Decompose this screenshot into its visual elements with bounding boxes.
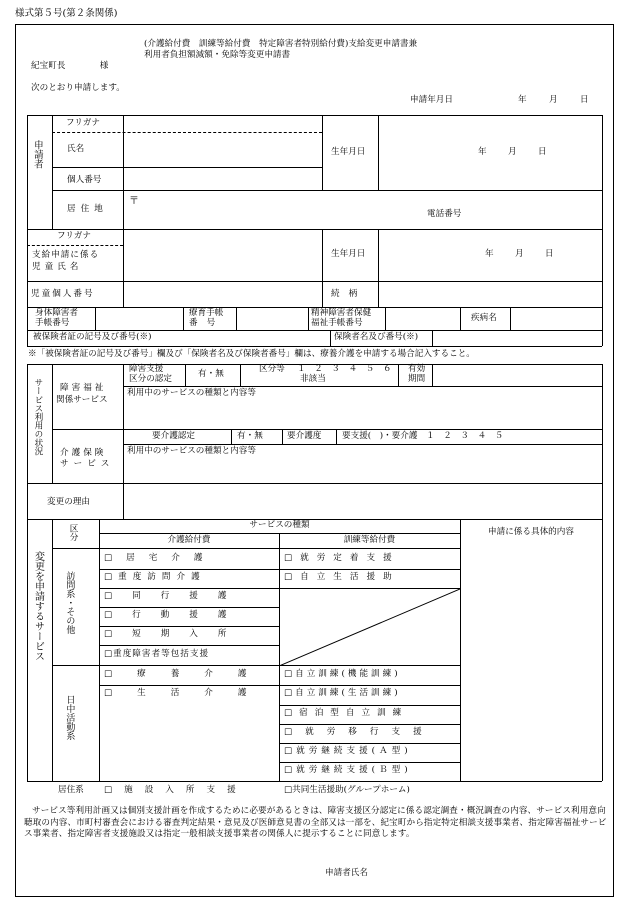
specific-content-header: 申請に係る具体的内容 — [488, 527, 574, 537]
applicant-birth-label: 生年月日 — [331, 147, 366, 157]
level-label: 区分等 — [259, 364, 285, 374]
applicant-personal-number-label: 個人番号 — [67, 175, 102, 185]
child-name-label-line1: 支給申請に係る — [32, 250, 100, 260]
insured-number-label: 被保険者証の記号及び番号(※) — [33, 332, 152, 342]
level-values[interactable]: １ ２ ３ ４ ５ ６ — [297, 364, 392, 374]
level-none[interactable]: 非該当 — [300, 374, 326, 384]
checkbox-accompany-support[interactable]: □同行援護 — [104, 591, 247, 601]
cert-value[interactable]: 有・無 — [198, 369, 224, 379]
checkbox-independent-living[interactable]: □自立生活援助 — [284, 572, 400, 582]
welfare-usage-label: 利用中のサービスの種類と内容等 — [127, 388, 256, 398]
application-date-day[interactable]: 日 — [580, 95, 589, 105]
welfare-service-label-line1: 障害福祉 — [60, 383, 107, 393]
applicant-birth-month[interactable]: 月 — [508, 147, 517, 157]
checkbox-short-stay[interactable]: □短期入所 — [104, 629, 247, 639]
change-services-section-label: 変更を申請するサービス — [32, 551, 44, 661]
child-birth-year[interactable]: 年 — [485, 249, 494, 259]
checkbox-home-care[interactable]: □居宅介護 — [104, 553, 217, 563]
service-types-header: サービスの種類 — [249, 520, 310, 530]
checkbox-employment-transition[interactable]: □就労移行支援 — [284, 727, 435, 737]
applicant-birth-year[interactable]: 年 — [478, 147, 487, 157]
checkbox-severe-visiting-care[interactable]: □重度訪問介護 — [104, 572, 206, 582]
applicant-name-label: 氏名 — [67, 144, 85, 154]
daytime-category-label: 日中活動系 — [64, 695, 75, 740]
ryoiku-handbook-label-line1: 療育手帳 — [189, 308, 224, 318]
cert-label-line1: 障害支援 — [129, 364, 164, 374]
application-date-label: 申請年月日 — [410, 95, 453, 105]
checkbox-medical-care[interactable]: □療養介護 — [104, 669, 272, 679]
child-personal-number-label: 児童個人番号 — [31, 289, 95, 299]
application-date-year[interactable]: 年 — [518, 95, 527, 105]
checkbox-group-home[interactable]: □共同生活援助(グループホーム) — [284, 785, 410, 795]
visiting-category-label: 訪問系・その他 — [64, 571, 75, 634]
form-title-line2: 利用者負担額減額・免除等変更申請書 — [144, 50, 291, 60]
applicant-birth-day[interactable]: 日 — [538, 147, 547, 157]
ryoiku-handbook-label-line2: 番号 — [189, 318, 225, 328]
checkbox-facility-admission[interactable]: □施設入所支援 — [104, 785, 248, 795]
care-service-label-line1: 介護保険 — [60, 448, 107, 458]
blank-cell-diagonal — [279, 589, 460, 666]
applicant-section-label: 申請者 — [31, 140, 43, 169]
child-relation-label: 続柄 — [331, 289, 367, 299]
care-benefits-header: 介護給付費 — [167, 535, 211, 545]
care-level-values[interactable]: 要支援( )・要介護 １ ２ ３ ４ ５ — [342, 431, 504, 441]
form-number: 様式第５号(第２条関係) — [15, 8, 118, 19]
checkbox-employment-a[interactable]: □就労継続支援(Ａ型) — [284, 746, 412, 756]
applicant-furigana-label: フリガナ — [66, 118, 100, 128]
child-name-label-line2: 児童氏名 — [32, 262, 83, 272]
checkbox-life-care[interactable]: □生活介護 — [104, 688, 272, 698]
checkbox-residential-training[interactable]: □宿泊型自立訓練 — [284, 708, 409, 718]
validity-label-line2: 期間 — [408, 374, 426, 384]
form-title-line1: (介護給付費 訓練等給付費 特定障害者特別給付費)支給変更申請書兼 — [144, 39, 418, 49]
intro-text: 次のとおり申請します。 — [31, 83, 125, 93]
checkbox-employment-b[interactable]: □就労継続支援(Ｂ型) — [284, 765, 412, 775]
application-date-month[interactable]: 月 — [549, 95, 558, 105]
physical-handbook-label-line2: 手帳番号 — [35, 318, 70, 328]
consent-text: サービス等利用計画又は個別支援計画を作成するために必要があるときは、障害支援区分認定に係る認定調査・概況調査の内容、サービス利用意向聴取の内容、市町村審査会における審査判定結果・意見及び医師意見書の全部又は一部を、紀宝町から指定特定相談支援事業者、指定障害福祉サービス事業者、指定障害者支援施設又は指定一般相談支援事業者の関係人に提示することに同意します。 — [24, 806, 607, 839]
checkbox-life-training[interactable]: □自立訓練(生活訓練) — [284, 688, 401, 698]
care-usage-label: 利用中のサービスの種類と内容等 — [127, 446, 256, 456]
signature-label: 申請者氏名 — [325, 868, 368, 878]
child-birth-day[interactable]: 日 — [545, 249, 554, 259]
mental-handbook-label-line2: 福祉手帳番号 — [311, 318, 363, 328]
care-cert-value[interactable]: 有・無 — [237, 431, 263, 441]
cert-label-line2: 区分の認定 — [129, 374, 172, 384]
residential-category-label: 居住系 — [58, 785, 84, 795]
service-status-section-label: サービス利用の状況 — [32, 378, 43, 456]
applicant-address-label: 居住地 — [67, 204, 108, 214]
insurer-label: 保険者名及び番号(※) — [334, 332, 419, 342]
checkbox-behavior-support[interactable]: □行動援護 — [104, 610, 247, 620]
child-birth-month[interactable]: 月 — [515, 249, 524, 259]
postal-mark: 〒 — [129, 196, 139, 207]
child-furigana-label: フリガナ — [57, 231, 91, 241]
applicant-phone-label: 電話番号 — [427, 209, 462, 219]
category-header: 区分 — [68, 524, 78, 542]
mental-handbook-label-line1: 精神障害者保健 — [311, 308, 372, 318]
child-birth-label: 生年月日 — [331, 249, 366, 259]
insurance-note: ※「被保険者証の記号及び番号」欄及び「保険者名及び保険者番号」欄は、療養介護を申請する場合記入すること。 — [28, 349, 475, 359]
physical-handbook-label-line1: 身体障害者 — [35, 308, 78, 318]
care-level-label: 要介護度 — [287, 431, 322, 441]
care-service-label-line2: サービス — [60, 459, 115, 469]
addressee: 紀宝町長 様 — [31, 61, 109, 71]
checkbox-functional-training[interactable]: □自立訓練(機能訓練) — [284, 669, 401, 679]
validity-label-line1: 有効 — [408, 364, 426, 374]
disease-label: 疾病名 — [471, 313, 497, 323]
checkbox-employment-retention[interactable]: □就労定着支援 — [284, 553, 400, 563]
welfare-service-label-line2: 関係サービス — [56, 395, 108, 405]
care-cert-label: 要介護認定 — [152, 431, 195, 441]
change-reason-label: 変更の理由 — [47, 497, 90, 507]
training-benefits-header: 訓練等給付費 — [343, 535, 396, 545]
checkbox-comprehensive-support[interactable]: □重度障害者等包括支援 — [104, 649, 210, 659]
